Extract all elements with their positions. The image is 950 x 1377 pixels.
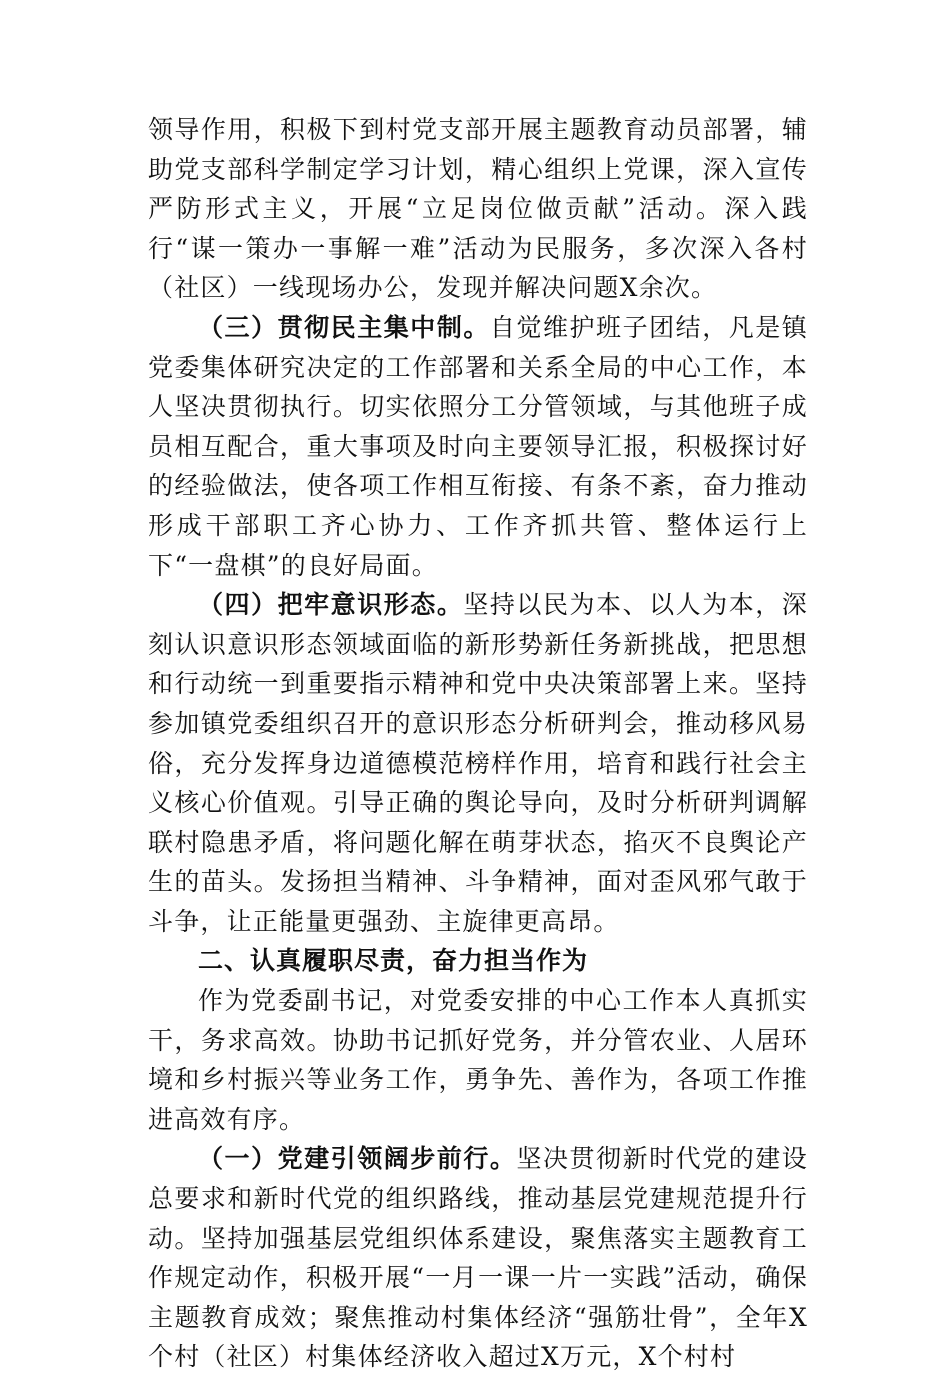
paragraph-text: 自觉维护班子团结，凡是镇党委集体研究决定的工作部署和关系全局的中心工作，本人坚决贯彻执行。切实依照分工分管领域，与其他班子成员相互配合，重大事项及时向主要领导汇报，积极探讨好的经验做法，使各项工作相互衔接、有条不紊，奋力推动形成干部职工齐心协力、工作齐抓共管、整体运行上下“一盘棋”的良好局面。: [148, 312, 809, 580]
paragraph-text: 作为党委副书记，对党委安排的中心工作本人真抓实干，务求高效。协助书记抓好党务，并分管农业、人居环境和乡村振兴等业务工作，勇争先、善作为，各项工作推进高效有序。: [148, 986, 808, 1134]
paragraph-text: 领导作用，积极下到村党支部开展主题教育动员部署，辅助党支部科学制定学习计划，精心组织上党课，深入宣传严防形式主义，开展“立足岗位做贡献”活动。深入践行“谋一策办一事解一难”活动为民服务，多次深入各村（社区）一线现场办公，发现并解决问题X余次。: [148, 115, 808, 303]
paragraph-lead-heading: （三）贯彻民主集中制。: [198, 312, 490, 342]
paragraph-text: 坚持以民为本、以人为本，深刻认识意识形态领域面临的新形势新任务新挑战，把思想和行动统一到重要指示精神和党中央决策部署上来。坚持参加镇党委组织召开的意识形态分析研判会，推动移风易俗，充分发挥身边道德模范榜样作用，培育和践行社会主义核心价值观。引导正确的舆论导向，及时分析研判调解联村隐患矛盾，将问题化解在萌芽状态，掐灭不良舆论产生的苗头。发扬担当精神、斗争精神，面对歪风邪气敢于斗争，让正能量更强劲、主旋律更高昂。: [148, 590, 808, 936]
paragraph-party-building: [148, 1139, 808, 1377]
document-page: [148, 110, 808, 1377]
paragraph-continuation: [148, 110, 808, 308]
paragraph-lead-heading: （一）党建引领阔步前行。: [198, 1144, 517, 1174]
paragraph-section-intro: [148, 981, 808, 1139]
section-heading: 二、认真履职尽责，奋力担当作为: [198, 946, 589, 976]
paragraph-democratic-centralism: [148, 308, 808, 585]
paragraph-ideology: [148, 585, 808, 941]
paragraph-lead-heading: （四）把牢意识形态。: [198, 590, 464, 620]
paragraph-text: 坚决贯彻新时代党的建设总要求和新时代党的组织路线，推动基层党建规范提升行动。坚持加强基层党组织体系建设，聚焦落实主题教育工作规定动作，积极开展“一月一课一片一实践”活动，确保主题教育成效；聚焦推动村集体经济“强筋壮骨”，全年X个村（社区）村集体经济收入超过X万元，X个村村: [148, 1144, 808, 1372]
